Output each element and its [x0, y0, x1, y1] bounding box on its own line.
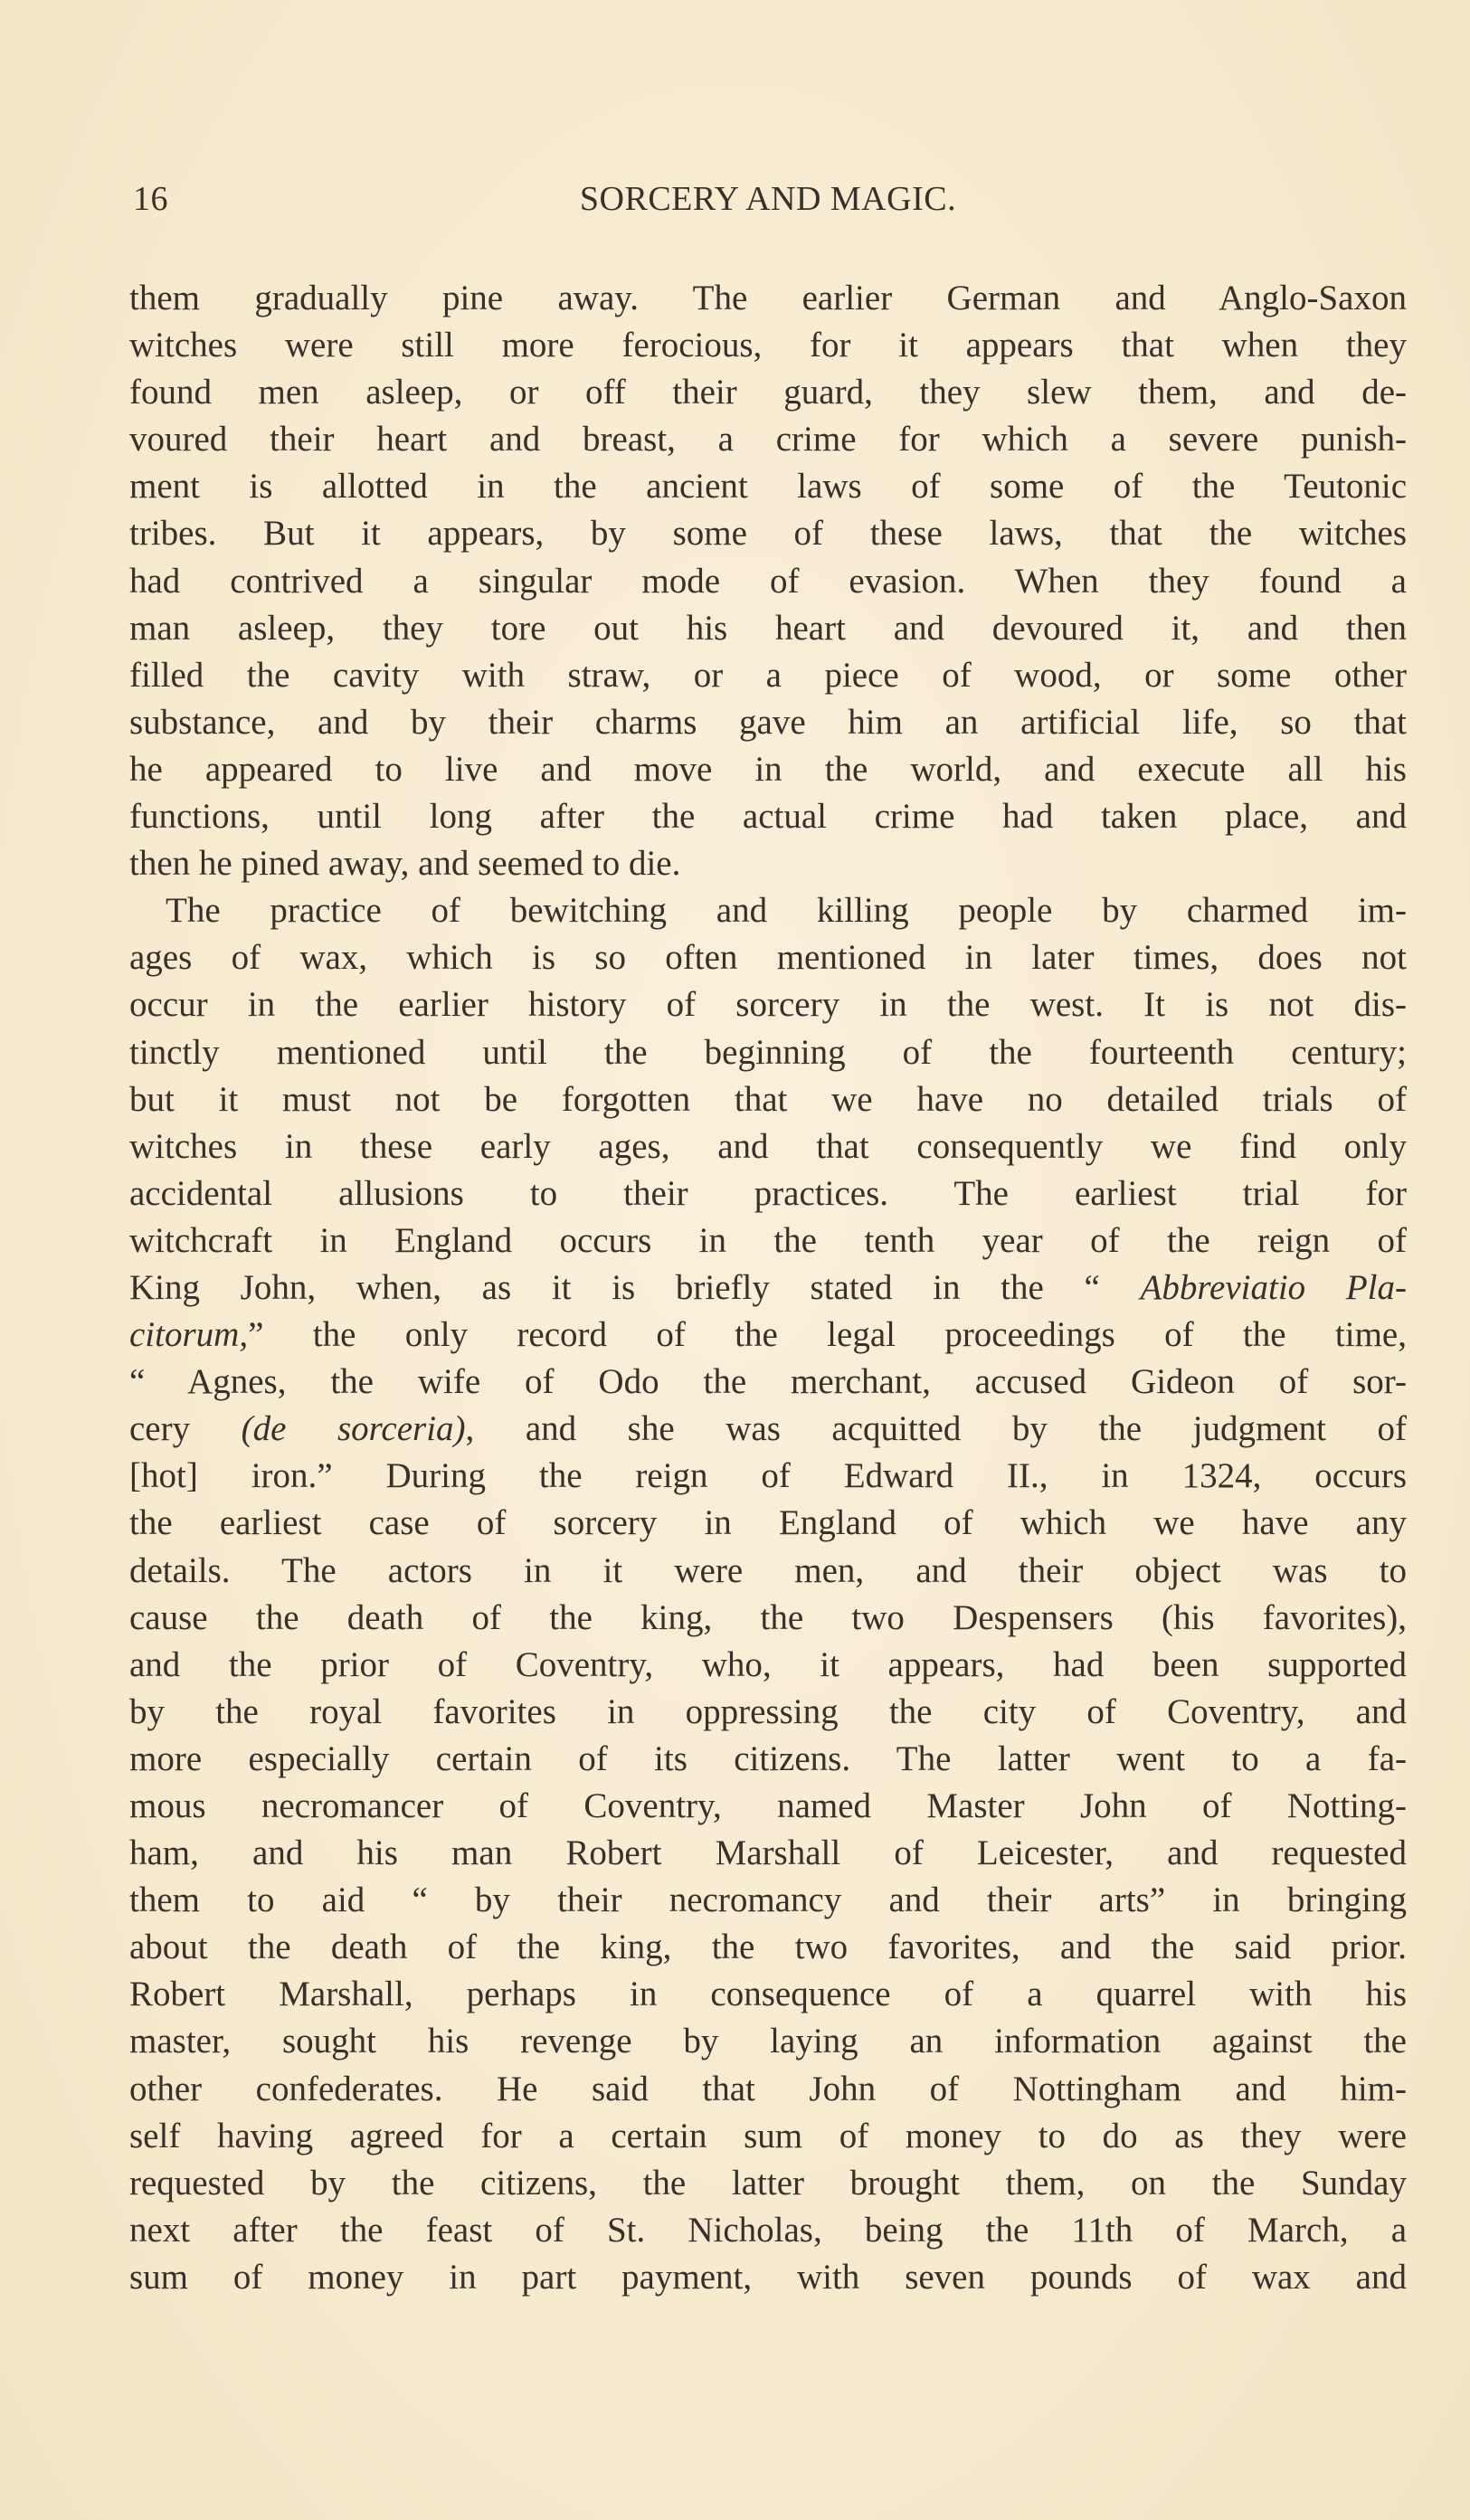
text-line	[129, 275, 1407, 322]
text-line	[129, 558, 1407, 605]
text-line	[129, 1217, 1407, 1265]
text-segment: substance, and by their charms gave him an artificial life, so that	[129, 702, 1407, 742]
text-line	[129, 1265, 1407, 1312]
text-line	[129, 369, 1407, 416]
text-segment: ages of wax, which is so often mentioned in later times, does not	[129, 938, 1407, 978]
text-line	[129, 1736, 1407, 1783]
text-segment: next after the feast of St. Nicholas, being the 11th of March, a	[129, 2210, 1407, 2250]
text-line	[129, 1170, 1407, 1217]
text-line	[129, 2207, 1407, 2254]
italic-text: citorum,	[129, 1315, 249, 1355]
text-segment: cery	[129, 1409, 242, 1449]
text-segment: accidental allusions to their practices. The earliest trial for	[129, 1173, 1407, 1213]
text-line	[129, 416, 1407, 463]
text-line	[129, 981, 1407, 1028]
text-segment: witchcraft in England occurs in the tenth year of the reign of	[129, 1220, 1407, 1260]
text-line	[129, 2018, 1407, 2065]
text-segment: occur in the earlier history of sorcery in the west. It is not dis-	[129, 985, 1407, 1025]
text-segment: but it must not be forgotten that we have no detailed trials of	[129, 1079, 1407, 1119]
text-segment: tribes. But it appears, by some of these laws, that the witches	[129, 514, 1407, 554]
text-segment: the earliest case of sorcery in England of which we have any	[129, 1503, 1407, 1543]
text-line	[129, 746, 1407, 793]
text-segment: tinctly mentioned until the beginning of the fourteenth century;	[129, 1032, 1407, 1072]
text-segment: [hot] iron.” During the reign of Edward II., in 1324, occurs	[129, 1456, 1407, 1496]
text-segment: details. The actors in it were men, and their object was to	[129, 1550, 1407, 1590]
text-segment: more especially certain of its citizens. The latter went to a fa-	[129, 1738, 1407, 1778]
text-segment: functions, until long after the actual crime had taken place, and	[129, 797, 1407, 837]
text-segment: sum of money in part payment, with seven pounds of wax and	[129, 2257, 1407, 2297]
text-segment: witches in these early ages, and that consequently we find only	[129, 1126, 1407, 1166]
text-segment: then he pined away, and seemed to die.	[129, 844, 681, 884]
page-number: 16	[133, 180, 168, 218]
text-segment: them gradually pine away. The earlier German and Anglo-Saxon	[129, 279, 1407, 317]
text-segment: ham, and his man Robert Marshall of Leicester, and requested	[129, 1833, 1407, 1873]
text-segment: filled the cavity with straw, or a piece of wood, or some other	[129, 655, 1407, 695]
text-segment: Robert Marshall, perhaps in consequence of a quarrel with his	[129, 1975, 1407, 2014]
text-line	[129, 887, 1407, 934]
text-line	[129, 1642, 1407, 1689]
text-line	[129, 1877, 1407, 1924]
text-segment: cause the death of the king, the two Despensers (his favorites),	[129, 1597, 1407, 1637]
text-line	[129, 1783, 1407, 1830]
text-line	[129, 463, 1407, 510]
text-line	[129, 840, 1407, 887]
text-line	[129, 934, 1407, 981]
text-segment: he appeared to live and move in the world, and execute all his	[129, 749, 1407, 789]
text-line	[129, 1029, 1407, 1076]
italic-text: (de sorceria)	[241, 1409, 466, 1449]
text-line	[129, 699, 1407, 746]
text-line	[129, 510, 1407, 557]
text-line	[129, 1595, 1407, 1642]
text-segment: self having agreed for a certain sum of money to do as they were	[129, 2116, 1407, 2155]
italic-text: Abbreviatio Pla-	[1140, 1267, 1408, 1307]
text-segment: man asleep, they tore out his heart and devoured it, and then	[129, 608, 1407, 648]
text-segment: The practice of bewitching and killing people by charmed im-	[166, 891, 1407, 931]
text-segment: witches were still more ferocious, for it appears that when they	[129, 326, 1407, 365]
text-line	[129, 1123, 1407, 1170]
running-title: SORCERY AND MAGIC.	[579, 180, 957, 218]
text-line	[129, 2254, 1407, 2301]
text-segment: King John, when, as it is briefly stated in the “	[129, 1267, 1141, 1307]
text-line	[129, 1359, 1407, 1406]
text-segment: ment is allotted in the ancient laws of some of the Teutonic	[129, 467, 1407, 507]
text-segment: master, sought his revenge by laying an information against the	[129, 2022, 1407, 2061]
text-segment: ” the only record of the legal proceedings of the time,	[248, 1315, 1407, 1355]
text-line	[129, 2066, 1407, 2113]
text-segment: other confederates. He said that John of Nottingham and him-	[129, 2069, 1407, 2108]
text-segment: by the royal favorites in oppressing the city of Coventry, and	[129, 1691, 1407, 1731]
page-header	[129, 179, 1407, 230]
text-segment: mous necromancer of Coventry, named Master John of Notting-	[129, 1786, 1407, 1825]
text-line	[129, 1689, 1407, 1736]
text-line	[129, 1971, 1407, 2018]
text-segment: requested by the citizens, the latter brought them, on the Sunday	[129, 2163, 1407, 2203]
text-segment: found men asleep, or off their guard, they slew them, and de-	[129, 373, 1407, 412]
text-line	[129, 1500, 1407, 1547]
text-line	[129, 605, 1407, 652]
text-line	[129, 322, 1407, 369]
text-segment: about the death of the king, the two favorites, and the said prior.	[129, 1928, 1407, 1967]
text-line	[129, 1312, 1407, 1359]
text-segment: “ Agnes, the wife of Odo the merchant, accused Gideon of sor-	[129, 1362, 1407, 1402]
text-line	[129, 1830, 1407, 1877]
text-line	[129, 793, 1407, 840]
text-line	[129, 1924, 1407, 1971]
text-segment: and the prior of Coventry, who, it appears, had been supported	[129, 1644, 1407, 1684]
text-line	[129, 652, 1407, 699]
text-line	[129, 2160, 1407, 2207]
text-line	[129, 1453, 1407, 1500]
text-segment: voured their heart and breast, a crime for which a severe punish-	[129, 420, 1407, 459]
text-line	[129, 1406, 1407, 1453]
text-segment: , and she was acquitted by the judgment of	[465, 1409, 1407, 1449]
text-segment: them to aid “ by their necromancy and their arts” in bringing	[129, 1881, 1407, 1920]
text-line	[129, 1548, 1407, 1595]
text-segment: had contrived a singular mode of evasion. When they found a	[129, 561, 1407, 601]
text-line	[129, 1076, 1407, 1123]
body-text	[129, 275, 1407, 2301]
text-line	[129, 2113, 1407, 2160]
